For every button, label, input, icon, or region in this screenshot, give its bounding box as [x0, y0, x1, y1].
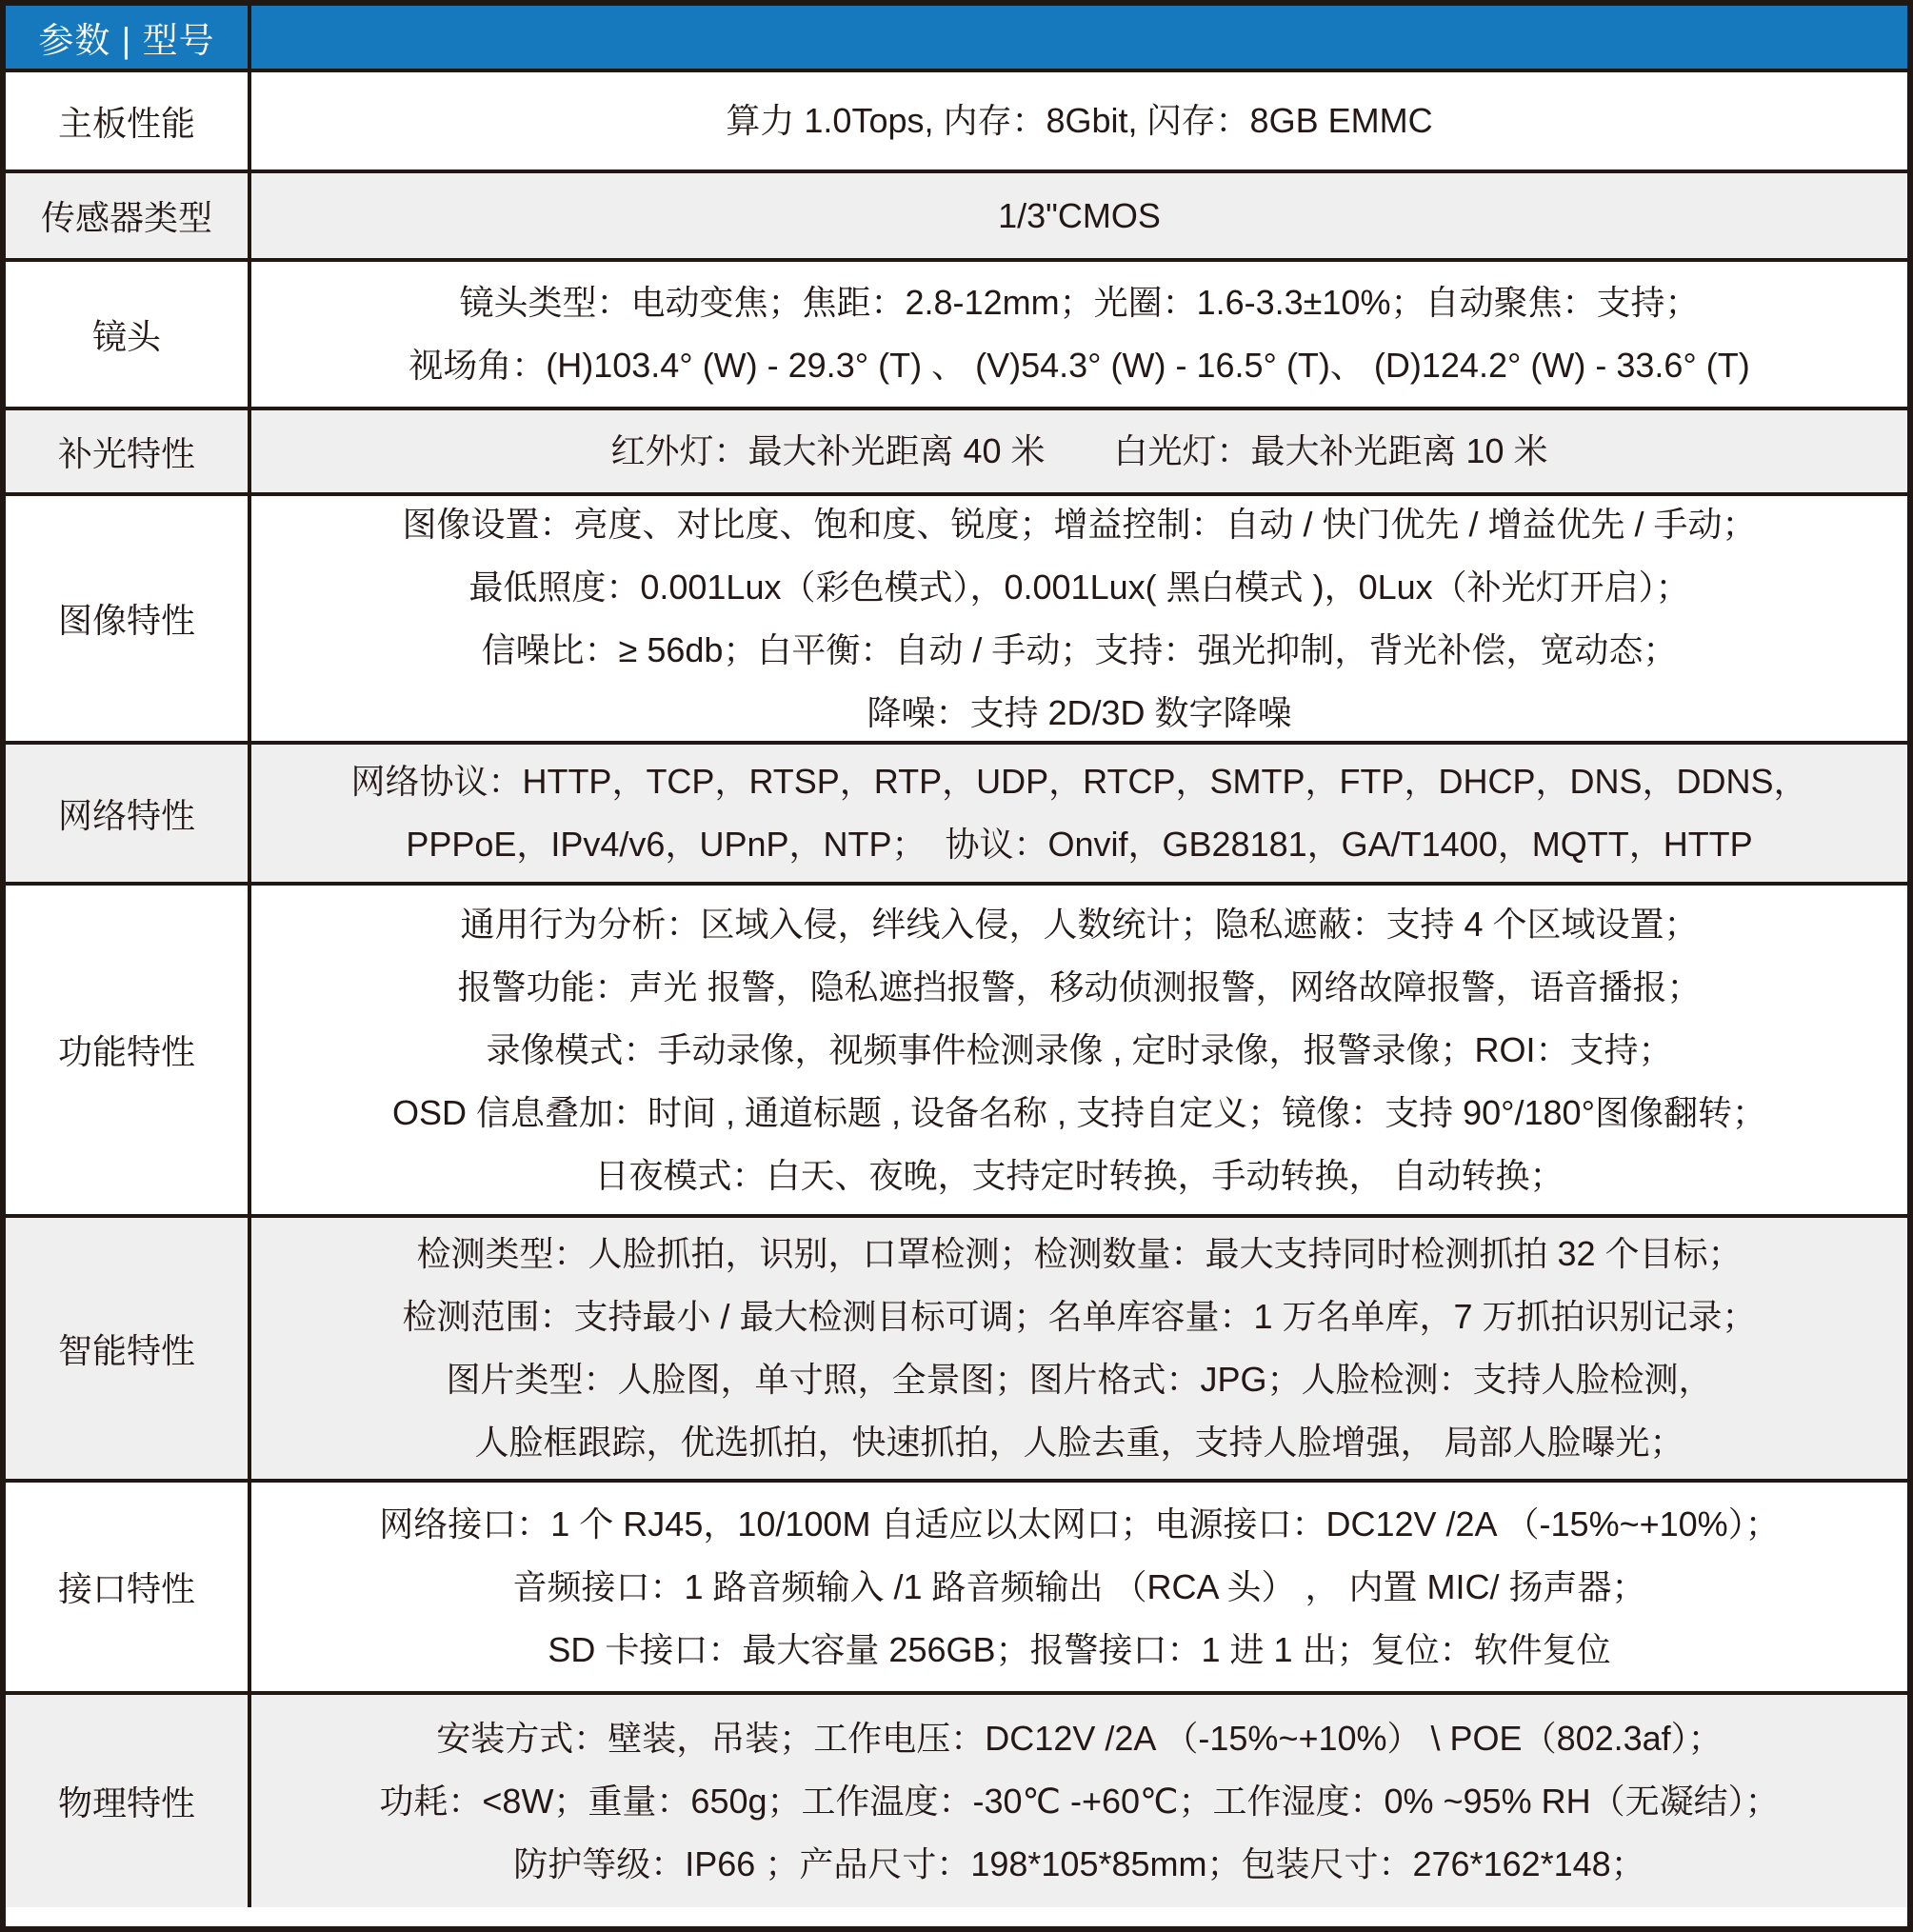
row-label: 网络特性	[6, 745, 251, 882]
spec-row-image	[6, 492, 1907, 741]
spec-line: 镜头类型：电动变焦；焦距：2.8-12mm；光圈：1.6-3.3±10%；自动聚焦：支持；	[459, 283, 1700, 322]
spec-line: 功耗：<8W；重量：650g；工作温度：-30℃ -+60℃；工作湿度：0% ~95% RH（无凝结）；	[379, 1781, 1780, 1821]
spec-line: 算力 1.0Tops, 内存：8Gbit, 闪存：8GB EMMC	[726, 101, 1433, 140]
row-label: 智能特性	[6, 1218, 251, 1479]
spec-line: 音频接口：1 路音频输入 /1 路音频输出 （RCA 头） ， 内置 MIC/ 扬声器；	[512, 1566, 1646, 1606]
spec-line: SD 卡接口：最大容量 256GB；报警接口：1 进 1 出；复位：软件复位	[548, 1629, 1611, 1669]
spec-row-mainboard	[6, 69, 1907, 169]
spec-line: 信噪比：≥ 56db；白平衡：自动 / 手动；支持：强光抑制，背光补偿，宽动态；	[481, 629, 1678, 669]
spec-line: 日夜模式：白天、夜晚，支持定时转换，手动转换， 自动转换；	[594, 1155, 1564, 1195]
table-header-row	[6, 6, 1907, 69]
row-content	[251, 72, 1907, 169]
spec-line: 视场角：(H)103.4° (W) - 29.3° (T) 、 (V)54.3° (W) - 16.5° (T)、 (D)124.2° (W) - 33.6° (T)	[409, 346, 1750, 385]
row-label: 传感器类型	[6, 173, 251, 258]
row-label: 接口特性	[6, 1483, 251, 1691]
spec-row-physical	[6, 1691, 1907, 1907]
row-label: 物理特性	[6, 1695, 251, 1907]
spec-line: 报警功能：声光 报警，隐私遮挡报警，移动侦测报警，网络故障报警，语音播报；	[457, 966, 1702, 1006]
row-label: 图像特性	[6, 496, 251, 741]
row-content	[251, 1483, 1907, 1691]
spec-line: 通用行为分析：区域入侵，绊线入侵，人数统计；隐私遮蔽：支持 4 个区域设置；	[460, 904, 1699, 944]
spec-line: 1/3"CMOS	[998, 195, 1161, 235]
header-content	[251, 6, 1907, 69]
spec-line: 降噪：支持 2D/3D 数字降噪	[867, 692, 1292, 732]
spec-line: PPPoE，IPv4/v6，UPnP，NTP； 协议：Onvif，GB28181，GA/T1400，MQTT，HTTP	[406, 825, 1753, 864]
row-label: 补光特性	[6, 410, 251, 492]
row-content	[251, 886, 1907, 1214]
header-label: 参数 | 型号	[6, 6, 251, 69]
spec-line: 安装方式：壁装，吊装；工作电压：DC12V /2A （-15%~+10%） \ POE（802.3af）；	[436, 1718, 1723, 1758]
row-content	[251, 410, 1907, 492]
row-content	[251, 496, 1907, 741]
spec-row-function	[6, 882, 1907, 1214]
spec-line: OSD 信息叠加：时间 , 通道标题 , 设备名称 , 支持自定义；镜像：支持 90°/180°图像翻转；	[392, 1092, 1766, 1132]
row-content	[251, 1218, 1907, 1479]
spec-line: 人脸框跟踪，优选抓拍，快速抓拍，人脸去重，支持人脸增强， 局部人脸曝光；	[474, 1423, 1684, 1462]
spec-row-interface	[6, 1479, 1907, 1691]
spec-row-network	[6, 741, 1907, 882]
row-content	[251, 745, 1907, 882]
spec-line: 检测类型：人脸抓拍，识别，口罩检测；检测数量：最大支持同时检测抓拍 32 个目标；	[416, 1234, 1743, 1273]
spec-row-sensor	[6, 169, 1907, 258]
row-label: 镜头	[6, 262, 251, 407]
row-content	[251, 173, 1907, 258]
spec-line: 网络协议：HTTP，TCP，RTSP，RTP，UDP，RTCP，SMTP，FTP，DHCP，DNS，DDNS，	[350, 762, 1808, 801]
spec-line: 检测范围：支持最小 / 最大检测目标可调；名单库容量：1 万名单库，7 万抓拍识别记录；	[402, 1297, 1757, 1336]
spec-line: 最低照度：0.001Lux（彩色模式），0.001Lux( 黑白模式 )，0Lux（补光灯开启）；	[468, 567, 1690, 607]
spec-row-lens	[6, 258, 1907, 407]
spec-row-intelligent	[6, 1214, 1907, 1479]
row-content	[251, 262, 1907, 407]
spec-line: 录像模式：手动录像，视频事件检测录像 , 定时录像，报警录像；ROI：支持；	[486, 1029, 1673, 1069]
spec-line: 网络接口：1 个 RJ45，10/100M 自适应以太网口；电源接口：DC12V /2A （-15%~+10%）；	[379, 1504, 1780, 1544]
spec-row-illumination	[6, 407, 1907, 492]
row-content	[251, 1695, 1907, 1907]
row-label: 主板性能	[6, 72, 251, 169]
spec-line: 图片类型：人脸图，单寸照，全景图；图片格式：JPG；人脸检测：支持人脸检测，	[446, 1360, 1713, 1399]
spec-line: 图像设置：亮度、对比度、饱和度、锐度；增益控制：自动 / 快门优先 / 增益优先 / 手动；	[402, 504, 1757, 544]
spec-line: 防护等级：IP66 ；产品尺寸：198*105*85mm；包装尺寸：276*162*148；	[513, 1843, 1645, 1883]
spec-line: 红外灯：最大补光距离 40 米 白光灯：最大补光距离 10 米	[610, 431, 1548, 470]
row-label: 功能特性	[6, 886, 251, 1214]
